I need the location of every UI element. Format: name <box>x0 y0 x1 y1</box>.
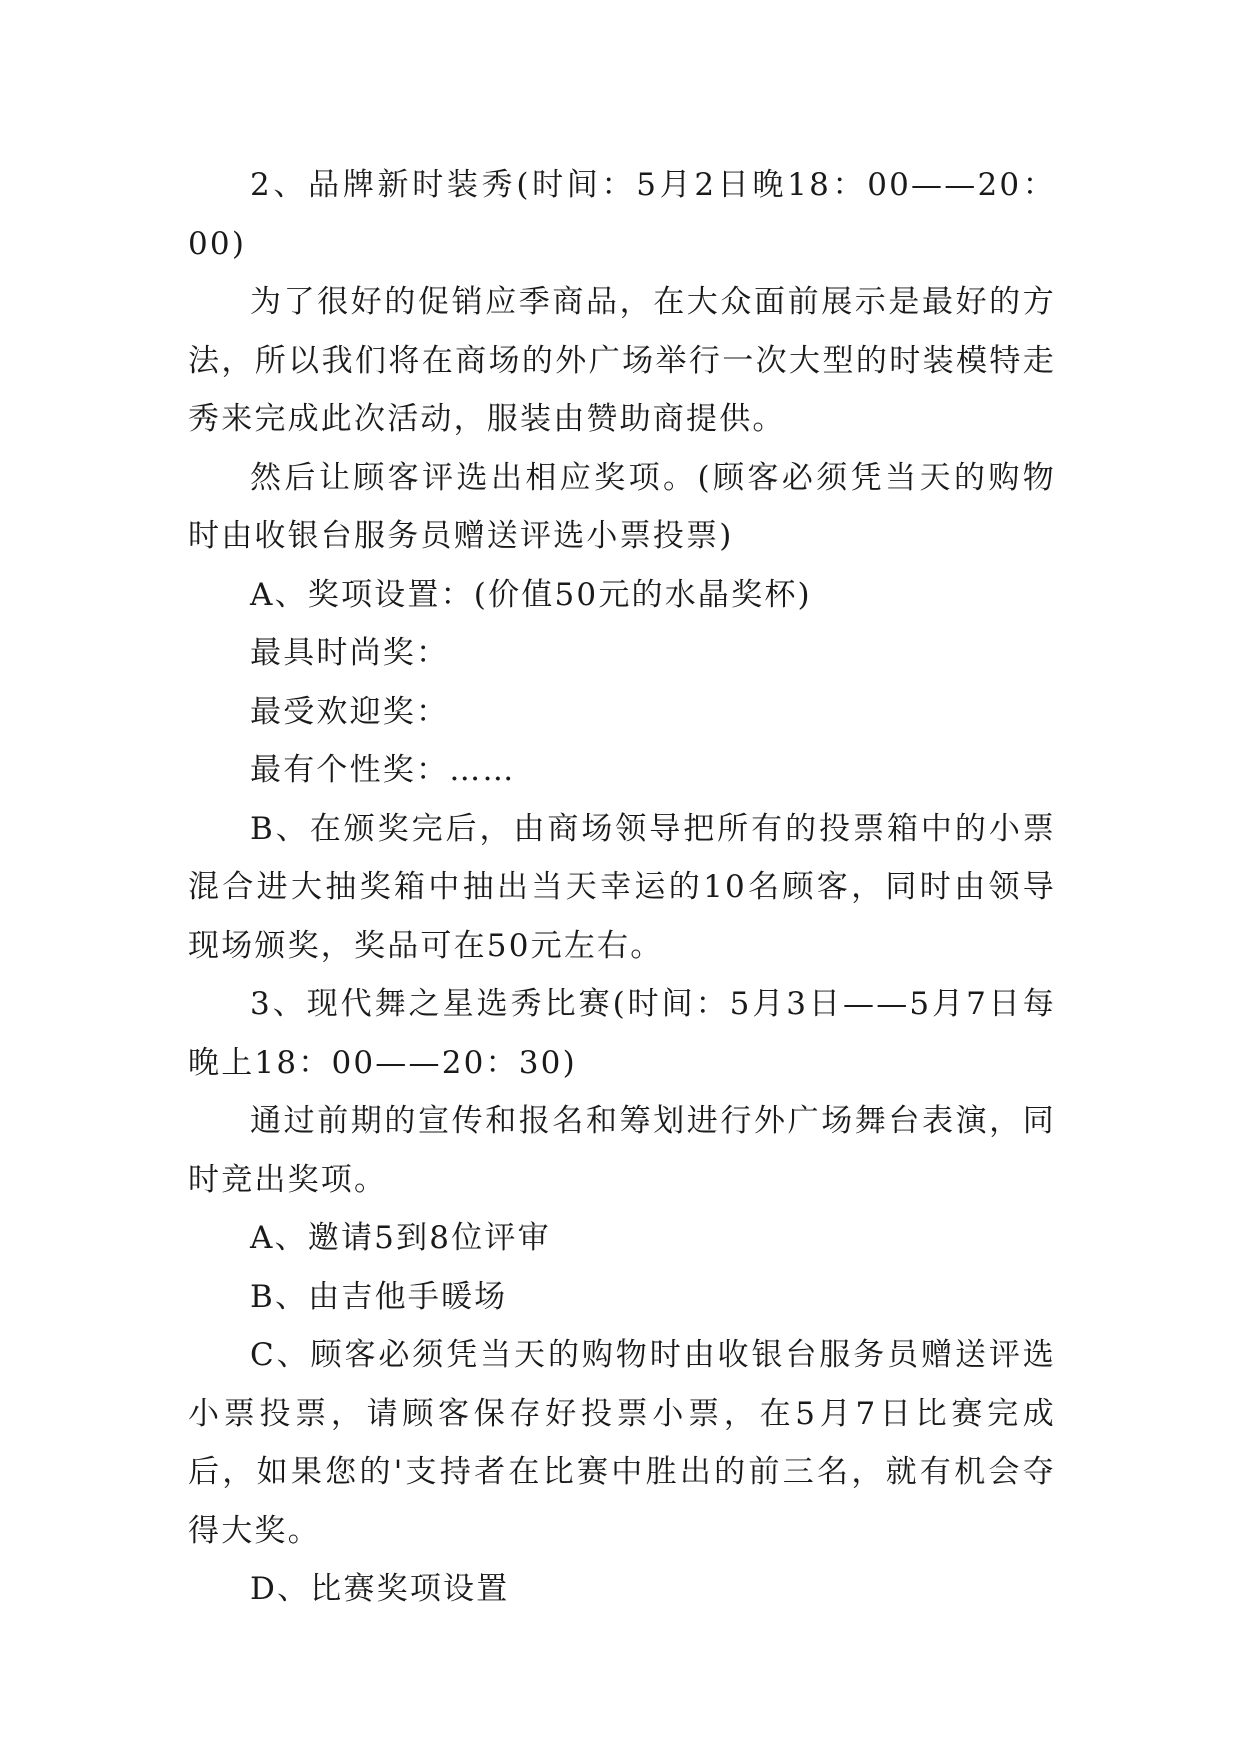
paragraph-award-most-popular: 最受欢迎奖： <box>250 693 450 730</box>
paragraph-award-settings: A、奖项设置：(价值50元的水晶奖杯) <box>250 576 812 613</box>
paragraph-invite-judges: A、邀请5到8位评审 <box>250 1220 551 1256</box>
paragraph-customer-voting: 然后让顾客评选出相应奖项。(顾客必须凭当天的购物时由收银台服务员赠送评选小票投票) <box>188 459 1056 554</box>
paragraph-dance-contest-description: 通过前期的宣传和报名和筹划进行外广场舞台表演，同时竞出奖项。 <box>188 1103 1056 1198</box>
document-body <box>188 156 1056 1619</box>
paragraph-lucky-draw: B、在颁奖完后，由商场领导把所有的投票箱中的小票混合进大抽奖箱中抽出当天幸运的10名顾客，同时由领导现场颁奖，奖品可在50元左右。 <box>188 810 1056 964</box>
paragraph-award-most-fashionable: 最具时尚奖： <box>250 635 450 671</box>
paragraph-fashion-show-description: 为了很好的促销应季商品，在大众面前展示是最好的方法，所以我们将在商场的外广场举行一次大型的时装模特走秀来完成此次活动，服装由赞助商提供。 <box>188 284 1056 437</box>
paragraph-dance-contest-heading: 3、现代舞之星选秀比赛(时间：5月3日——5月7日每晚上18：00——20：30) <box>188 986 1056 1081</box>
paragraph-award-most-individual: 最有个性奖：…… <box>250 752 516 788</box>
paragraph-guitar-warmup: B、由吉他手暖场 <box>250 1278 508 1315</box>
paragraph-contest-awards: D、比赛奖项设置 <box>250 1571 510 1607</box>
paragraph-fashion-show-heading: 2、品牌新时装秀(时间：5月2日晚18：00——20：00) <box>188 167 1056 262</box>
paragraph-voting-rules: C、顾客必须凭当天的购物时由收银台服务员赠送评选小票投票，请顾客保存好投票小票，在5月7日比赛完成后，如果您的'支持者在比赛中胜出的前三名，就有机会夺得大奖。 <box>188 1337 1056 1549</box>
